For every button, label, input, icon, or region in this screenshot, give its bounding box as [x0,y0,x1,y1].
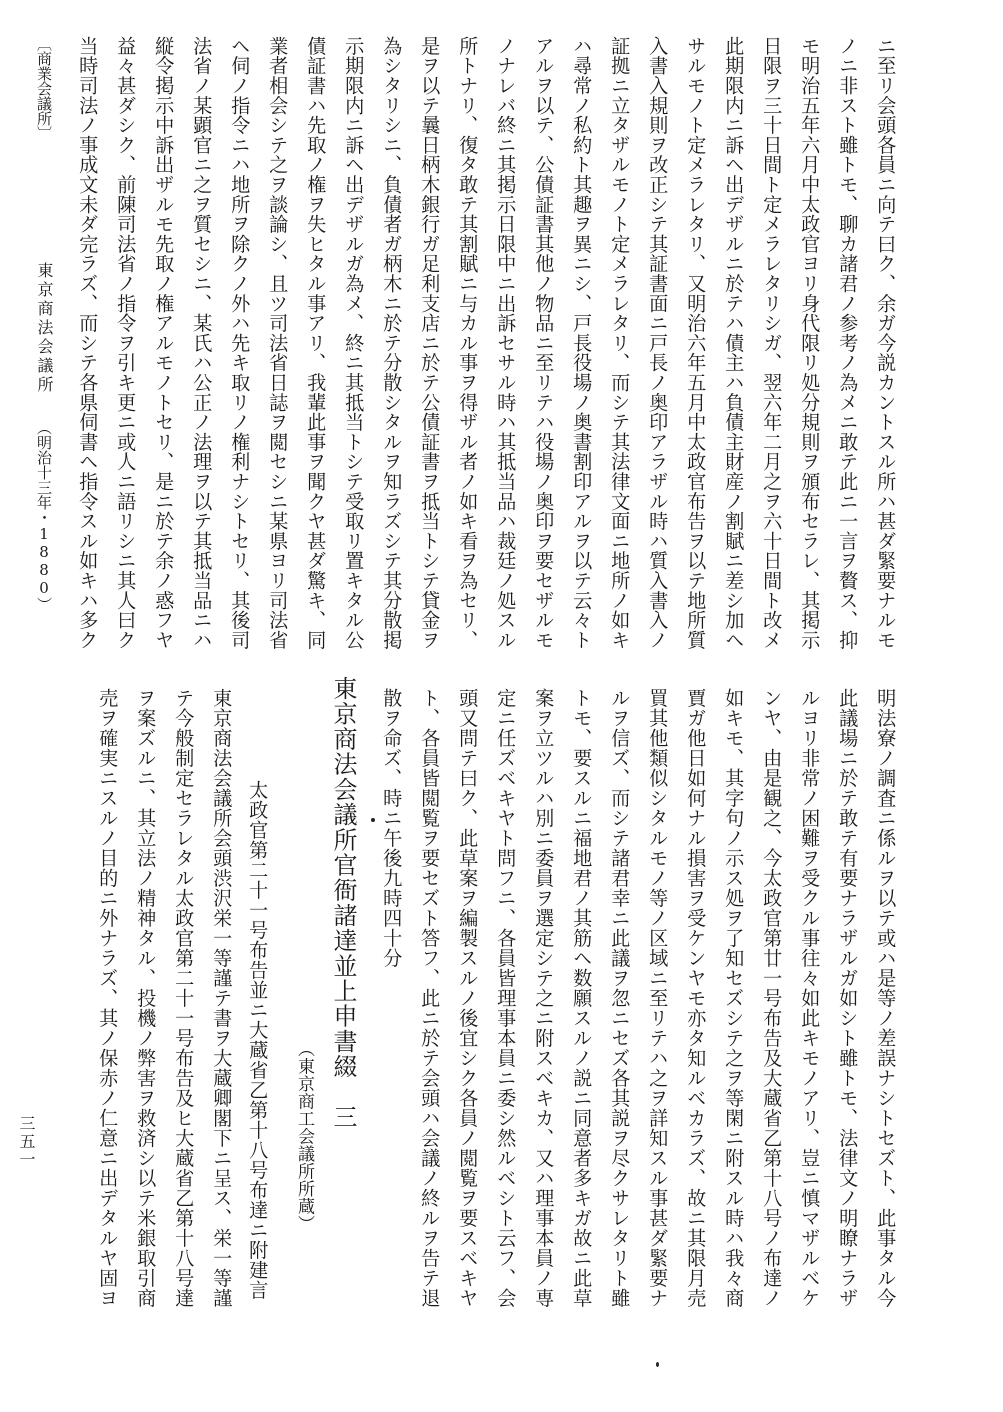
text-column: 明法寮ノ調査ニ係ルヲ以テ或ハ是等ノ差誤ナシトセズト、此事タル今 [874,688,898,1308]
text-column: 証拠ニ立タザルモノト定メラレタリ、而シテ其法律文面ニ地所ノ如キ [608,36,632,650]
text-column: テ今般制定セラレタル太政官第二十一号布告及ヒ大蔵省乙第十八号達 [172,688,196,1308]
text-column: トモ、要スルニ福地君ノ其筋ヘ数願スルノ説ニ同意者多キガ故ニ此草 [570,688,594,1308]
body-heading: 太政官第二十一号布告並ニ大蔵省乙第十八号布達ニ附建言 [246,780,270,1300]
text-column: 示期限内ニ訴ヘ出デザルガ為メ、終ニ其抵当トシテ受取リ置キタル公 [342,36,366,650]
text-column: 買其他類似シタルモノ等ノ区域ニ至リテハ之ヲ詳知スル事甚ダ緊要ナ [646,688,670,1308]
text-column: 業者相会シテ之ヲ談論シ、且ツ司法省日誌ヲ閲セシニ某県ヨリ司法省 [266,36,290,650]
text-column: ノニ非スト雖トモ、聊カ諸君ノ参考ノ為メニ敢テ此ニ一言ヲ贅ス、抑 [836,36,860,650]
text-column: ハ尋常ノ私約ト其趣ヲ異ニシ、戸長役場ノ奥書割印アルヲ以テ云々ト [570,36,594,650]
text-column: 日限ヲ三十日間ト定メラレタリシガ、翌六年二月之ヲ六十日間ト改メ [760,36,784,650]
text-column: 売ヲ確実ニスルノ目的ニ外ナラズ、其ノ保赤ノ仁意ニ出デタルヤ固ヨ [96,688,120,1308]
text-column: 縦令掲示中訴出ザルモ先取ノ権アルモノトセリ、是ニ於テ余ノ惑フヤ [152,36,176,650]
text-column: ルヲ信ズ、而シテ諸君幸ニ此議ヲ忽ニセズ各其説ヲ尽クサレタリト雖 [608,688,632,1308]
ink-mark [371,818,375,822]
running-category: 〔商業会議所〕 [35,36,53,141]
page-number: 三五一 [17,1115,36,1169]
document-subtitle: （東京商工会議所所蔵） [294,1040,314,1233]
text-column: アルヲ以テ、公債証書其他ノ物品ニ至リテハ役場ノ奥印ヲ要セザルモ [532,36,556,650]
text-column: 此議場ニ於テ敢テ有要ナラザルガ如シト雖トモ、法律文ノ明瞭ナラザ [836,688,860,1308]
text-column: 当時司法ノ事成文未ダ完ラズ、而シテ各県伺書ヘ指令スル如キハ多ク [76,36,100,650]
text-column: モ明治五年六月中太政官ヨリ身代限リ処分規則ヲ頒布セラレ、其掲示 [798,36,822,650]
text-column: 散ヲ命ズ、時ニ午後九時四十分 [380,688,404,968]
text-column: ノナレバ終ニ其掲示日限中ニ出訴セサル時ハ其抵当品ハ裁廷ノ処スル [494,36,518,650]
text-column: 賈ガ他日如何ナル損害ヲ受ケンヤモ亦タ知ルベカラズ、故ニ其限月売 [684,688,708,1308]
running-year: （明治十三年・1880） [35,420,53,612]
text-column: 法省ノ某顕官ニ之ヲ質セシニ、某氏ハ公正ノ法理ヲ以テ其抵当品ニハ [190,36,214,650]
text-column: 入書入規則ヲ改正シテ其証書面ニ戸長ノ奥印アラザル時ハ質入書入ノ [646,36,670,650]
document-title: 東京商法会議所官衙諸達並上申書綴 三 [329,676,357,1130]
text-column: 債証書ハ先取ノ権ヲ失ヒタル事アリ、我輩此事ヲ聞クヤ甚ダ驚キ、同 [304,36,328,650]
text-column: 此期限内ニ訴ヘ出デザルニ於テハ債主ハ負債主財産ノ割賦ニ差シ加ヘ [722,36,746,650]
text-column: 案ヲ立ツルハ別ニ委員ヲ選定シテ之ニ附スベキカ、又ハ理事本員ノ専 [532,688,556,1308]
text-column: サルモノト定メラレタリ、又明治六年五月中太政官布告ヲ以テ地所質 [684,36,708,650]
text-column: 頭又問テ曰ク、此草案ヲ編製スルノ後宜シク各員ノ閲覧ヲ要スベキヤ [456,688,480,1308]
text-column: ルヨリ非常ノ困難ヲ受クル事往々如此キモノアリ、豈ニ慎マザルベケ [798,688,822,1308]
text-column: ト、各員皆閲覧ヲ要セズト答フ、此ニ於テ会頭ハ会議ノ終ルヲ告テ退 [418,688,442,1308]
text-column: 為シタリシニ、負債者ガ柄木ニ於テ分散シタルヲ知ラズシテ其分散掲 [380,36,404,650]
text-column: ヘ伺ノ指令ニハ地所ヲ除クノ外ハ先キ取リノ権利ナシトセリ、其後司 [228,36,252,650]
running-heading: 東京商法会議所 [35,262,54,395]
text-column: 是ヲ以テ曩日柄木銀行ガ足利支店ニ於テ公債証書ヲ抵当トシテ貸金ヲ [418,36,442,650]
text-column: ンヤ、由是観之、今太政官第廿一号布告及大蔵省乙第十八号ノ布達ノ [760,688,784,1308]
text-column: ヲ案ズルニ、其立法ノ精神タル、投機ノ弊害ヲ救済シ以テ米銀取引商 [134,688,158,1308]
ink-mark [656,1362,659,1367]
text-column: 東京商法会議所会頭渋沢栄一等謹テ書ヲ大蔵卿閣下ニ呈ス、栄一等謹 [210,688,234,1308]
text-column: 定ニ任ズベキヤト問フニ、各員皆理事本員ニ委シ然ルベシト云フ、会 [494,688,518,1308]
text-column: 如キモ、其字句ノ示ス処ヲ了知セズシテ之ヲ等閑ニ附スル時ハ我々商 [722,688,746,1308]
text-column: ニ至リ会頭各員ニ向テ曰ク、余ガ今説カントスル所ハ甚ダ緊要ナルモ [874,36,898,650]
text-column: 所トナリ、復タ敢テ其割賦ニ与カル事ヲ得ザル者ノ如キ看ヲ為セリ、 [456,36,480,650]
text-column: 益々甚ダシク、前陳司法省ノ指令ヲ引キ更ニ或人ニ語リシニ其人曰ク [114,36,138,650]
